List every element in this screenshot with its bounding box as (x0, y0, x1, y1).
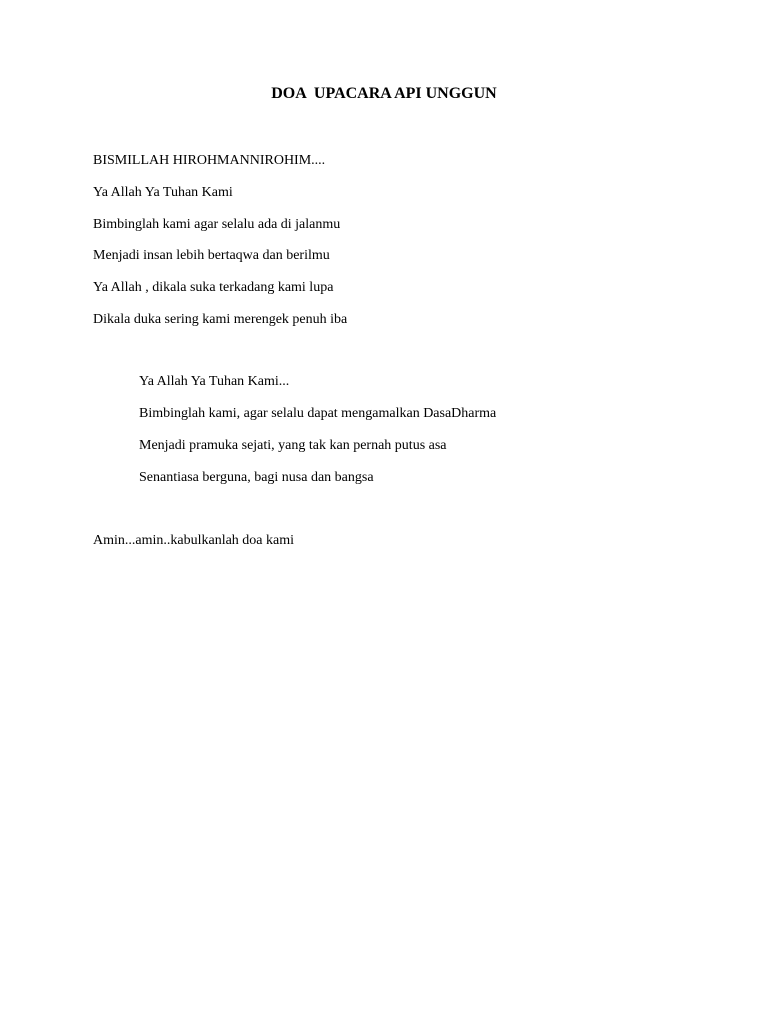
stanza1-line-6: Dikala duka sering kami merengek penuh iba (93, 312, 348, 327)
stanza1-line-2: Ya Allah Ya Tuhan Kami (93, 185, 233, 200)
stanza2-line-4: Senantiasa berguna, bagi nusa dan bangsa (139, 470, 374, 485)
stanza1-line-3: Bimbinglah kami agar selalu ada di jalanmu (93, 217, 341, 232)
stanza2-line-1: Ya Allah Ya Tuhan Kami... (139, 374, 290, 389)
stanza2-line-3: Menjadi pramuka sejati, yang tak kan pernah putus asa (139, 438, 447, 453)
stanza1-line-4: Menjadi insan lebih bertaqwa dan berilmu (93, 248, 330, 263)
stanza2-line-2: Bimbinglah kami, agar selalu dapat mengamalkan DasaDharma (139, 406, 497, 421)
stanza1-line-1: BISMILLAH HIROHMANNIROHIM.... (93, 153, 326, 168)
stanza1-line-5: Ya Allah , dikala suka terkadang kami lupa (93, 280, 334, 295)
document-title: DOA UPACARA API UNGGUN (271, 85, 497, 102)
closing-line: Amin...amin..kabulkanlah doa kami (93, 533, 295, 548)
